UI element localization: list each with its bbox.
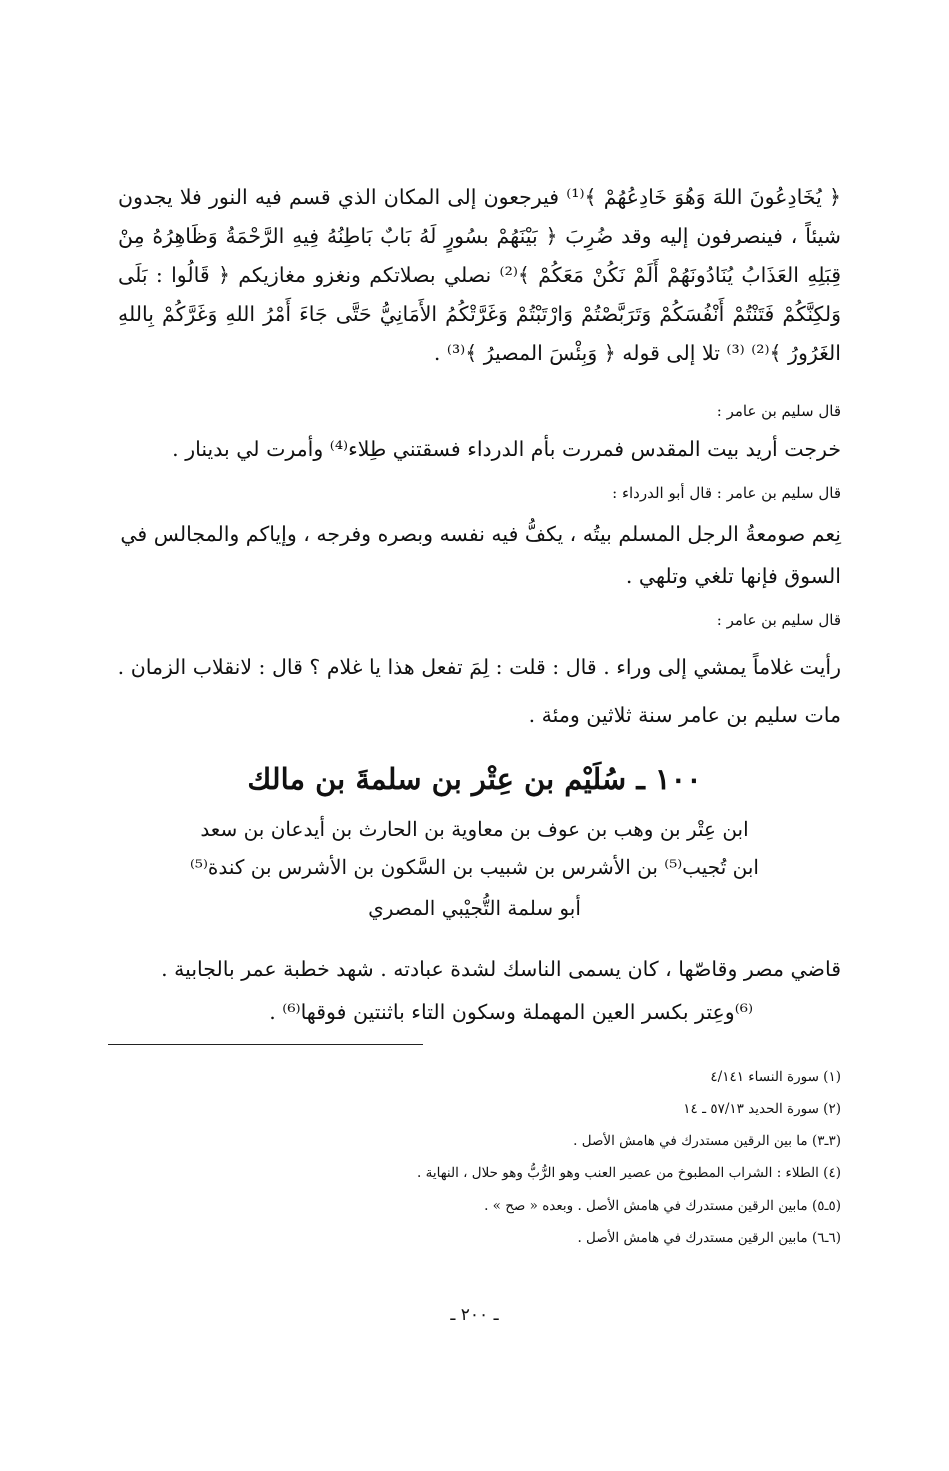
lineage-line-2: ابن تُجيب⁽⁵⁾ بن الأشرس بن شبيب بن السَّكون بن الأشرس بن كندة⁽⁵⁾ — [189, 855, 759, 879]
bio-line-2: ⁽⁶⁾وعِتر بكسر العين المهملة وسكون التاء باثنتين فوقها⁽⁶⁾ . — [269, 1000, 753, 1024]
footnote-4: (٤) الطلاء : الشراب المطبوخ من عصير العنب وهو الرُّبُّ وهو حلال ، النهاية . — [417, 1165, 841, 1181]
footnote-separator — [108, 1044, 423, 1045]
narration-text-2-line1: نِعم صومعةُ الرجل المسلم بيتُه ، يكفُّ فيه نفسه وبصره وفرجه ، وإياكم والمجالس في — [120, 522, 841, 546]
footnote-5: (٥ـ٥) مابين الرقين مستدرك في هامش الأصل . وبعده « صح » . — [484, 1198, 841, 1214]
narration-text-1: خرجت أريد بيت المقدس فمررت بأم الدرداء فسقتني طِلاء⁽⁴⁾ وأمرت لي بدينار . — [172, 437, 841, 461]
footnote-6: (٦ـ٦) مابين الرقين مستدرك في هامش الأصل . — [577, 1230, 841, 1246]
death-line: مات سليم بن عامر سنة ثلاثين ومئة . — [528, 703, 841, 727]
narrator-heading-2: قال سليم بن عامر : قال أبو الدرداء : — [612, 484, 841, 502]
lineage-line-1: ابن عِتْر بن وهب بن عوف بن معاوية بن الحارث بن أيدعان بن سعد — [200, 817, 749, 841]
narrator-heading-3: قال سليم بن عامر : — [716, 611, 841, 629]
narrator-heading-1: قال سليم بن عامر : — [716, 402, 841, 420]
footnote-2: (٢) سورة الحديد ٥٧/١٣ ـ ١٤ — [683, 1101, 841, 1117]
footnote-1: (١) سورة النساء ٤/١٤١ — [710, 1069, 841, 1085]
footnote-3: (٣ـ٣) ما بين الرقين مستدرك في هامش الأصل . — [573, 1133, 841, 1149]
entry-title: ١٠٠ ـ سُلَيْم بن عِتْر بن سلمةَ بن مالك — [247, 762, 702, 796]
bio-line-1: قاضي مصر وقاصّها ، كان يسمى الناسك لشدة عبادته . شهد خطبة عمر بالجابية . — [161, 957, 841, 981]
intro-paragraph: ﴿ يُخَادِعُونَ اللهَ وَهُوَ خَادِعُهُمْ ﴾⁽¹⁾ فيرجعون إلى المكان الذي قسم فيه النور فلا يجدون شيئاً ، فينصرفون إليه وقد ضُرِبَ ﴿ بَيْنَهُمْ بسُورٍ لَهُ بَابٌ بَاطِنُهُ فِيهِ الرَّحْمَةُ وَظَاهِرُهُ مِنْ قِبَلِهِ العَذَابُ يُنَادُونَهُمْ أَلَمْ نَكُنْ مَعَكُمْ ﴾⁽²⁾ نصلي بصلاتكم ونغزو مغازيكم ﴿ قَالُوا : بَلَى وَلكِنَّكُمْ فَتَنْتُمْ أَنْفُسَكُمْ وَتَرَبَّصْتُمْ وَارْتَبْتُمْ وَغَرَّتْكُمُ الأَمَانِيُّ حَتَّى جَاءَ أَمْرُ اللهِ وَغَرَّكُمْ بِاللهِ الغَرُورُ ﴾⁽²⁾ ⁽³⁾ تلا إلى قوله ﴿ وَبِئْسَ المصيرُ ﴾⁽³⁾ . — [118, 185, 842, 365]
kunya-line: أبو سلمة التُّجيْبي المصري — [368, 896, 581, 920]
page-number: ـ ٢٠٠ ـ — [450, 1305, 499, 1325]
narration-text-3: رأيت غلاماً يمشي إلى وراء . قال : قلت : لِمَ تفعل هذا يا غلام ؟ قال : لانقلاب الزمان . — [117, 655, 841, 679]
narration-text-2-line2: السوق فإنها تلغي وتلهي . — [625, 564, 841, 588]
